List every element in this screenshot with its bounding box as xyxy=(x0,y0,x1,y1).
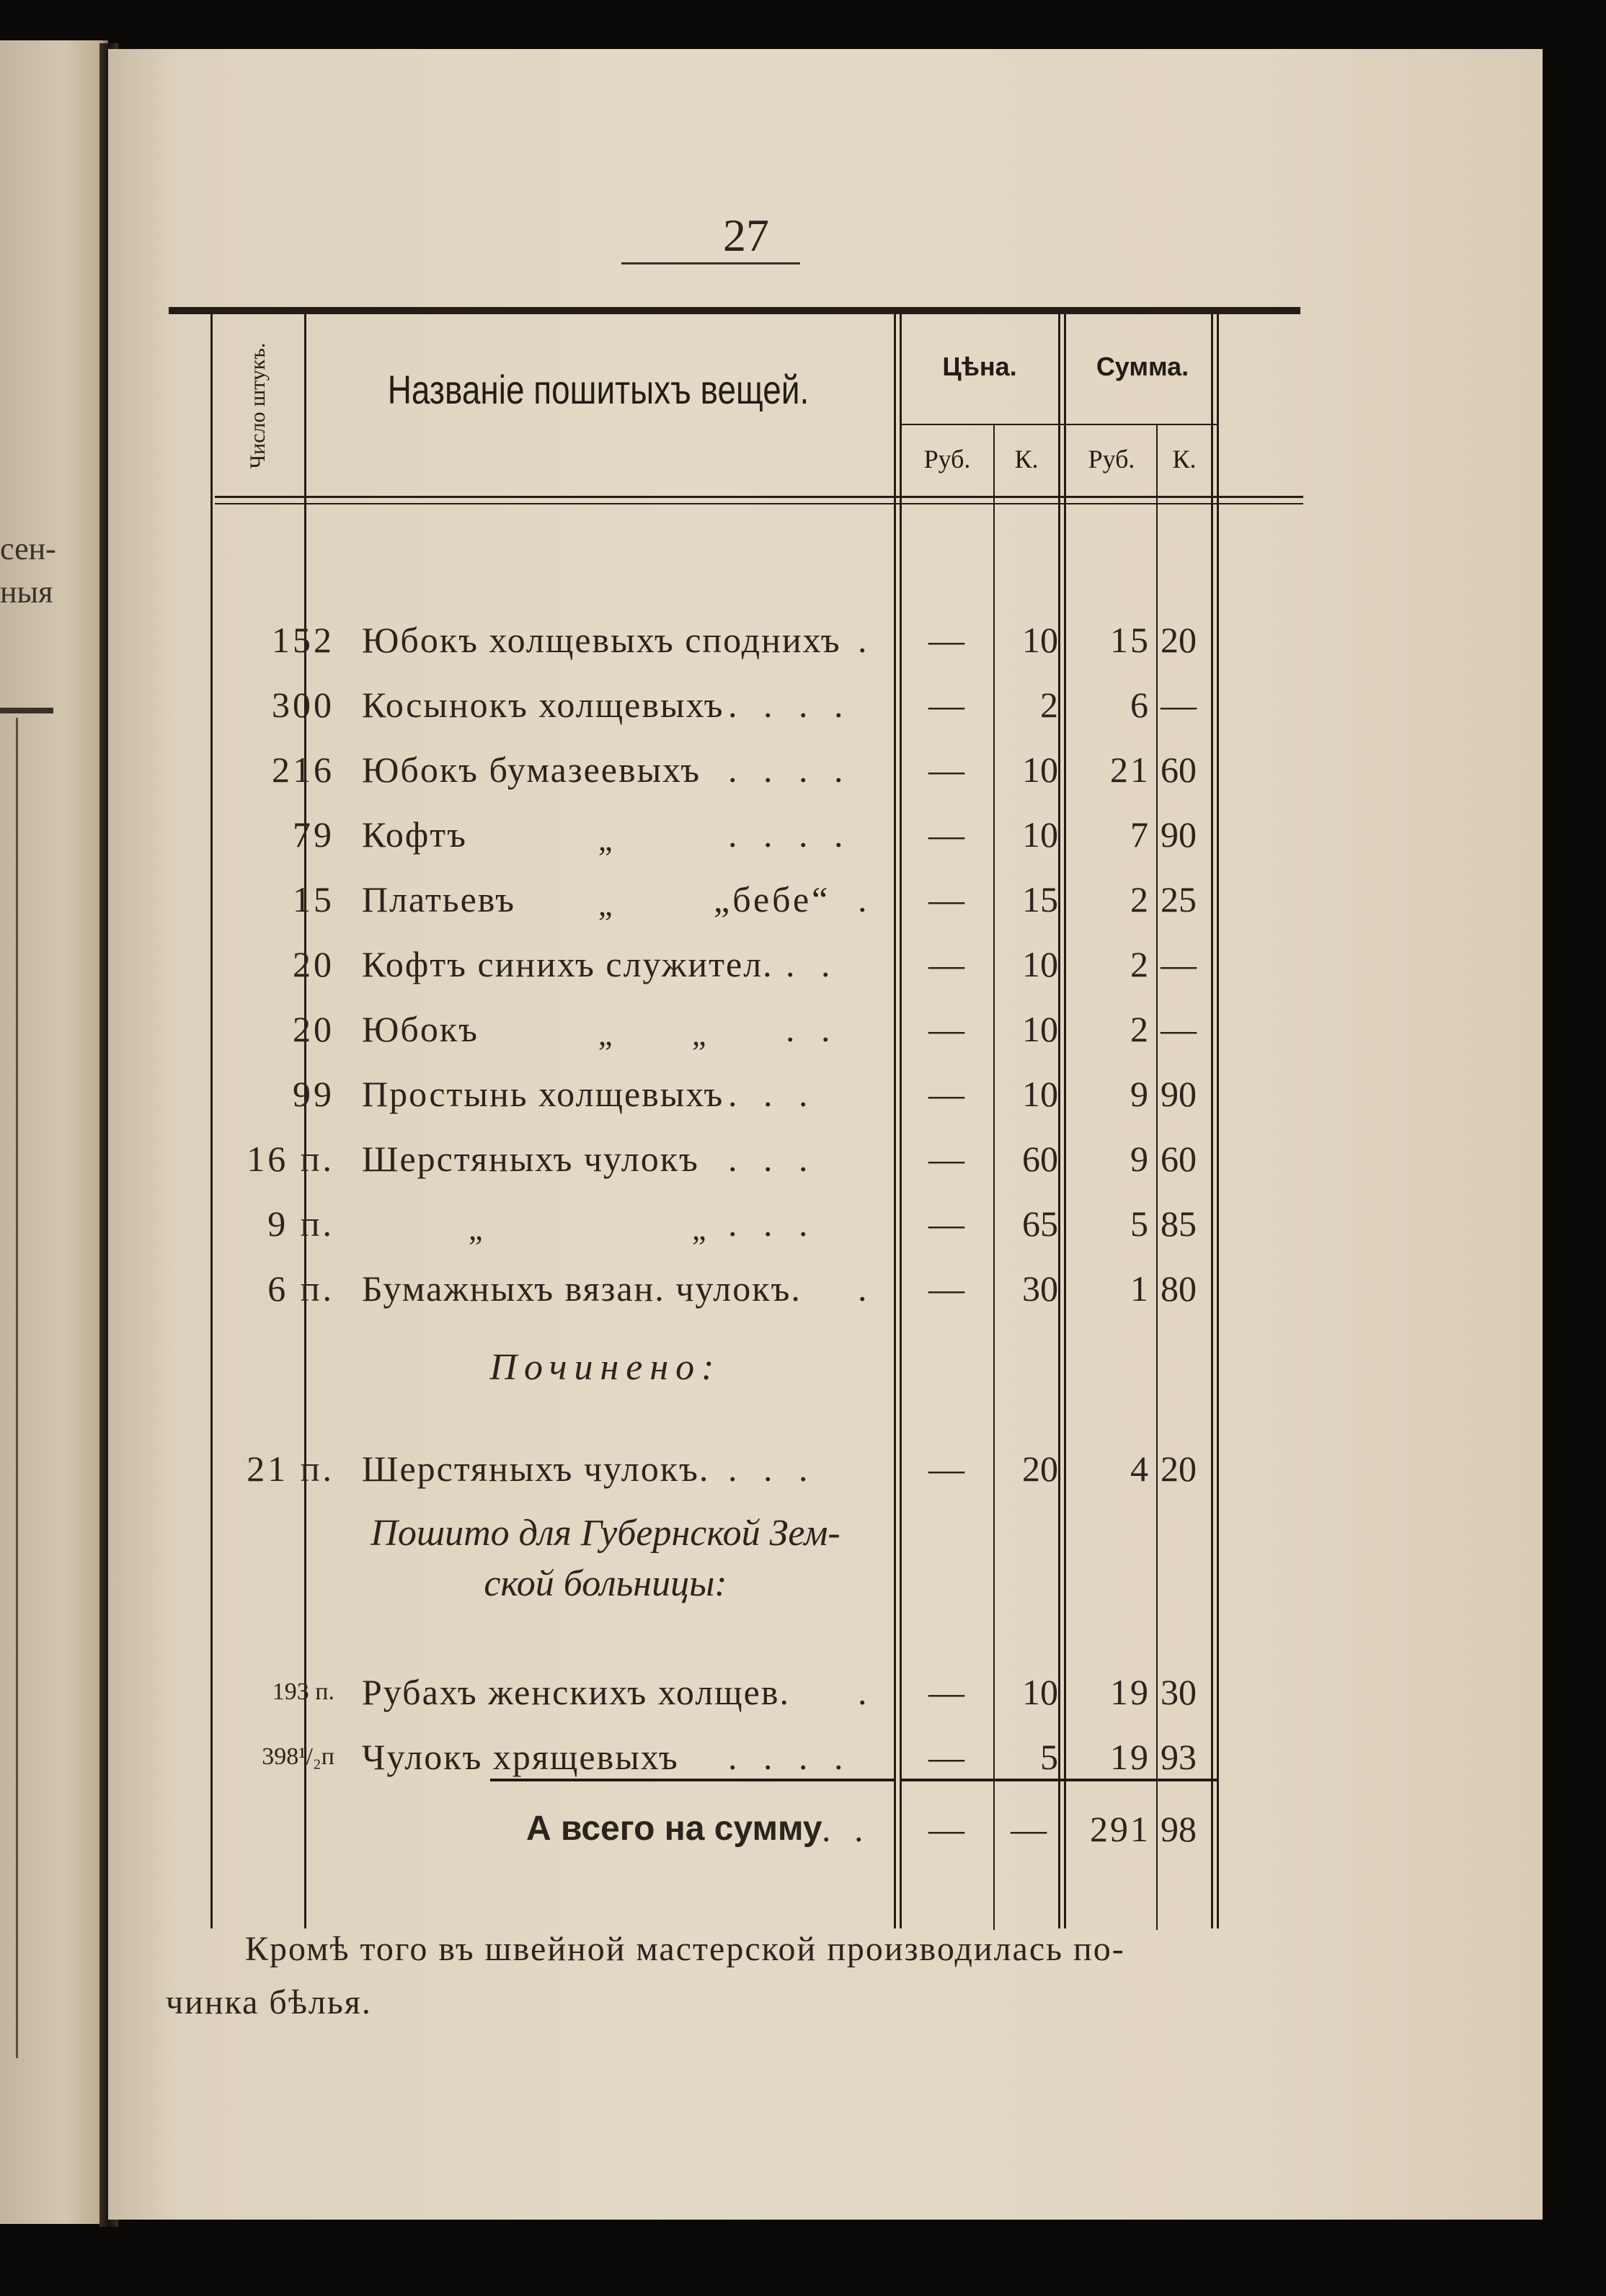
row-sum-k: — xyxy=(1161,1009,1197,1049)
row-sum-k: — xyxy=(1161,944,1197,984)
total-price-rub: — xyxy=(928,1809,964,1849)
footer-line-2: чинка бѣлья. xyxy=(166,1983,372,2021)
row-sum-k: 60 xyxy=(1161,749,1197,790)
total-rule-right xyxy=(901,1779,1218,1781)
row-ditto-mark: „ xyxy=(692,1017,706,1052)
row-dots: . xyxy=(858,1672,876,1712)
row-sum-k: 90 xyxy=(1161,1074,1197,1114)
row-ditto-mark: „ xyxy=(598,1017,613,1052)
sum-k-header: К. xyxy=(1172,445,1197,473)
left-facing-page xyxy=(0,40,108,2224)
table-top-rule xyxy=(169,307,1300,314)
row-name: Чулокъ хрящевыхъ xyxy=(362,1737,679,1777)
row-ditto-mark: „ xyxy=(598,822,613,858)
row-name: Рубахъ женскихъ холщев. xyxy=(362,1672,790,1712)
row-price-k: 60 xyxy=(1022,1139,1058,1179)
row-dots: . . . xyxy=(728,1203,817,1244)
row-sum-rub: 15 xyxy=(1110,620,1150,660)
row-price-k: 10 xyxy=(1022,1009,1058,1049)
row-qty: 6 п. xyxy=(267,1268,334,1309)
row-name: Шерстяныхъ чулокъ. xyxy=(362,1449,710,1489)
price-sum-line xyxy=(1058,314,1060,1928)
row-sum-rub: 21 xyxy=(1110,749,1150,790)
price-k-header: К. xyxy=(1014,445,1039,473)
row-sum-k: 20 xyxy=(1161,620,1197,660)
left-page-column-line xyxy=(16,718,18,2058)
row-dots: . . . xyxy=(728,1074,817,1114)
row-name: Юбокъ xyxy=(362,1009,479,1049)
price-rub-k-line xyxy=(993,424,995,1930)
row-qty: 79 xyxy=(293,814,334,855)
row-extra: „бебе“ xyxy=(714,879,831,920)
row-price-rub: — xyxy=(928,1139,964,1179)
row-sum-rub: 19 xyxy=(1110,1672,1150,1712)
left-page-fragment: сен- xyxy=(0,531,56,566)
row-sum-k: 90 xyxy=(1161,814,1197,855)
row-qty: 398¹/₂п xyxy=(262,1743,334,1770)
price-header: Цѣна. xyxy=(942,352,1017,381)
row-price-rub: — xyxy=(928,1268,964,1309)
row-sum-rub: 6 xyxy=(1130,685,1150,725)
row-dots: . xyxy=(858,1268,876,1309)
row-price-k: 65 xyxy=(1022,1203,1058,1244)
page xyxy=(108,49,1543,2220)
row-sum-rub: 9 xyxy=(1130,1074,1150,1114)
row-name: Шерстяныхъ чулокъ xyxy=(362,1139,699,1179)
header-bottom-rule-2 xyxy=(215,503,1303,504)
row-dots: . . . . xyxy=(728,749,852,790)
row-price-k: 5 xyxy=(1040,1737,1058,1777)
row-dots: . . . . xyxy=(728,685,852,725)
page-number: 27 xyxy=(723,210,769,261)
row-sum-k: 60 xyxy=(1161,1139,1197,1179)
row-price-k: 10 xyxy=(1022,620,1058,660)
row-name: Юбокъ бумазеевыхъ xyxy=(362,749,701,790)
row-dots: . . . xyxy=(728,1449,817,1489)
section-heading-hospital-line2: ской больницы: xyxy=(484,1563,727,1604)
row-name: Платьевъ xyxy=(362,879,516,920)
row-price-k: 10 xyxy=(1022,944,1058,984)
row-price-rub: — xyxy=(928,814,964,855)
page-number-rule xyxy=(621,262,800,264)
row-sum-rub: 2 xyxy=(1130,1009,1150,1049)
sum-rub-k-line xyxy=(1156,424,1158,1930)
row-name: Простынь холщевыхъ xyxy=(362,1074,724,1114)
section-heading-hospital-line1: Пошито для Губернской Зем- xyxy=(371,1513,840,1554)
row-sum-rub: 9 xyxy=(1130,1139,1150,1179)
row-sum-k: 80 xyxy=(1161,1268,1197,1309)
row-sum-k: 93 xyxy=(1161,1737,1197,1777)
row-qty: 99 xyxy=(293,1074,334,1114)
row-price-k: 2 xyxy=(1040,685,1058,725)
sum-header: Сумма. xyxy=(1096,352,1189,381)
total-sum-k: 98 xyxy=(1161,1809,1197,1849)
footer-paragraph xyxy=(166,1923,1297,2029)
row-price-rub: — xyxy=(928,879,964,920)
subheader-rule xyxy=(901,424,1218,425)
row-qty: 152 xyxy=(272,620,334,660)
row-sum-rub: 2 xyxy=(1130,944,1150,984)
footer-line-1: Кромѣ того въ швейной мастерской производилась по- xyxy=(245,1930,1125,1968)
row-name: Юбокъ холщевыхъ споднихъ xyxy=(362,620,841,660)
row-sum-k: — xyxy=(1161,685,1197,725)
row-ditto-mark: „ xyxy=(692,1211,706,1247)
row-price-rub: — xyxy=(928,1009,964,1049)
row-price-rub: — xyxy=(928,1203,964,1244)
row-price-k: 10 xyxy=(1022,1074,1058,1114)
row-sum-rub: 5 xyxy=(1130,1203,1150,1244)
row-name: Косынокъ холщевыхъ xyxy=(362,685,724,725)
row-dots: . xyxy=(858,620,876,660)
row-dots: . xyxy=(858,879,876,920)
name-column-line-2 xyxy=(900,314,902,1928)
sum-rub-header: Руб. xyxy=(1088,445,1135,473)
row-sum-k: 20 xyxy=(1161,1449,1197,1489)
row-dots: . . xyxy=(786,944,839,984)
row-price-k: 10 xyxy=(1022,1672,1058,1712)
row-price-rub: — xyxy=(928,685,964,725)
row-price-k: 15 xyxy=(1022,879,1058,920)
row-qty: 193 п. xyxy=(272,1678,334,1705)
row-dots: . . . . xyxy=(728,814,852,855)
row-qty: 20 xyxy=(293,944,334,984)
row-sum-rub: 19 xyxy=(1110,1737,1150,1777)
row-price-k: 20 xyxy=(1022,1449,1058,1489)
price-sum-line-2 xyxy=(1064,314,1066,1928)
row-price-rub: — xyxy=(928,749,964,790)
row-name: Кофтъ синихъ служител. xyxy=(362,944,773,984)
total-price-k: — xyxy=(1011,1809,1047,1849)
row-dots: . . . . xyxy=(728,1737,852,1777)
section-heading-repaired: Починено: xyxy=(489,1347,722,1388)
row-price-rub: — xyxy=(928,620,964,660)
total-rule xyxy=(490,1779,894,1781)
row-qty: 20 xyxy=(293,1009,334,1049)
header-bottom-rule xyxy=(215,496,1303,498)
row-name: Бумажныхъ вязан. чулокъ. xyxy=(362,1268,802,1309)
name-column-line xyxy=(894,314,896,1928)
row-qty: 216 xyxy=(272,749,334,790)
row-price-k: 30 xyxy=(1022,1268,1058,1309)
row-dots: . . xyxy=(786,1009,839,1049)
row-sum-rub: 2 xyxy=(1130,879,1150,920)
row-sum-k: 25 xyxy=(1161,879,1197,920)
left-page-rule xyxy=(0,708,53,713)
row-price-rub: — xyxy=(928,944,964,984)
row-price-k: 10 xyxy=(1022,814,1058,855)
total-dots: . . xyxy=(822,1809,871,1849)
row-qty: 300 xyxy=(272,685,334,725)
total-sum-rub: 291 xyxy=(1090,1809,1150,1849)
row-name: Кофтъ xyxy=(362,814,467,855)
row-sum-k: 30 xyxy=(1161,1672,1197,1712)
price-rub-header: Руб. xyxy=(923,445,971,473)
row-qty: 15 xyxy=(293,879,334,920)
left-page-fragment: ныя xyxy=(0,574,53,610)
row-sum-rub: 1 xyxy=(1130,1268,1150,1309)
row-sum-rub: 4 xyxy=(1130,1449,1150,1489)
row-dots: . . . xyxy=(728,1139,817,1179)
total-label: А всего на сумму xyxy=(526,1810,822,1848)
name-header: Названіе пошитыхъ вещей. xyxy=(387,367,809,412)
row-qty: 21 п. xyxy=(247,1449,334,1489)
row-sum-k: 85 xyxy=(1161,1203,1197,1244)
row-price-rub: — xyxy=(928,1074,964,1114)
qty-header: Число штукъ. xyxy=(246,342,270,469)
row-ditto-mark: „ xyxy=(598,887,613,922)
row-sum-rub: 7 xyxy=(1130,814,1150,855)
row-qty: 9 п. xyxy=(267,1203,334,1244)
row-price-rub: — xyxy=(928,1672,964,1712)
row-qty: 16 п. xyxy=(247,1139,334,1179)
row-price-rub: — xyxy=(928,1737,964,1777)
row-price-k: 10 xyxy=(1022,749,1058,790)
row-price-rub: — xyxy=(928,1449,964,1489)
row-ditto-mark: „ xyxy=(469,1211,483,1247)
